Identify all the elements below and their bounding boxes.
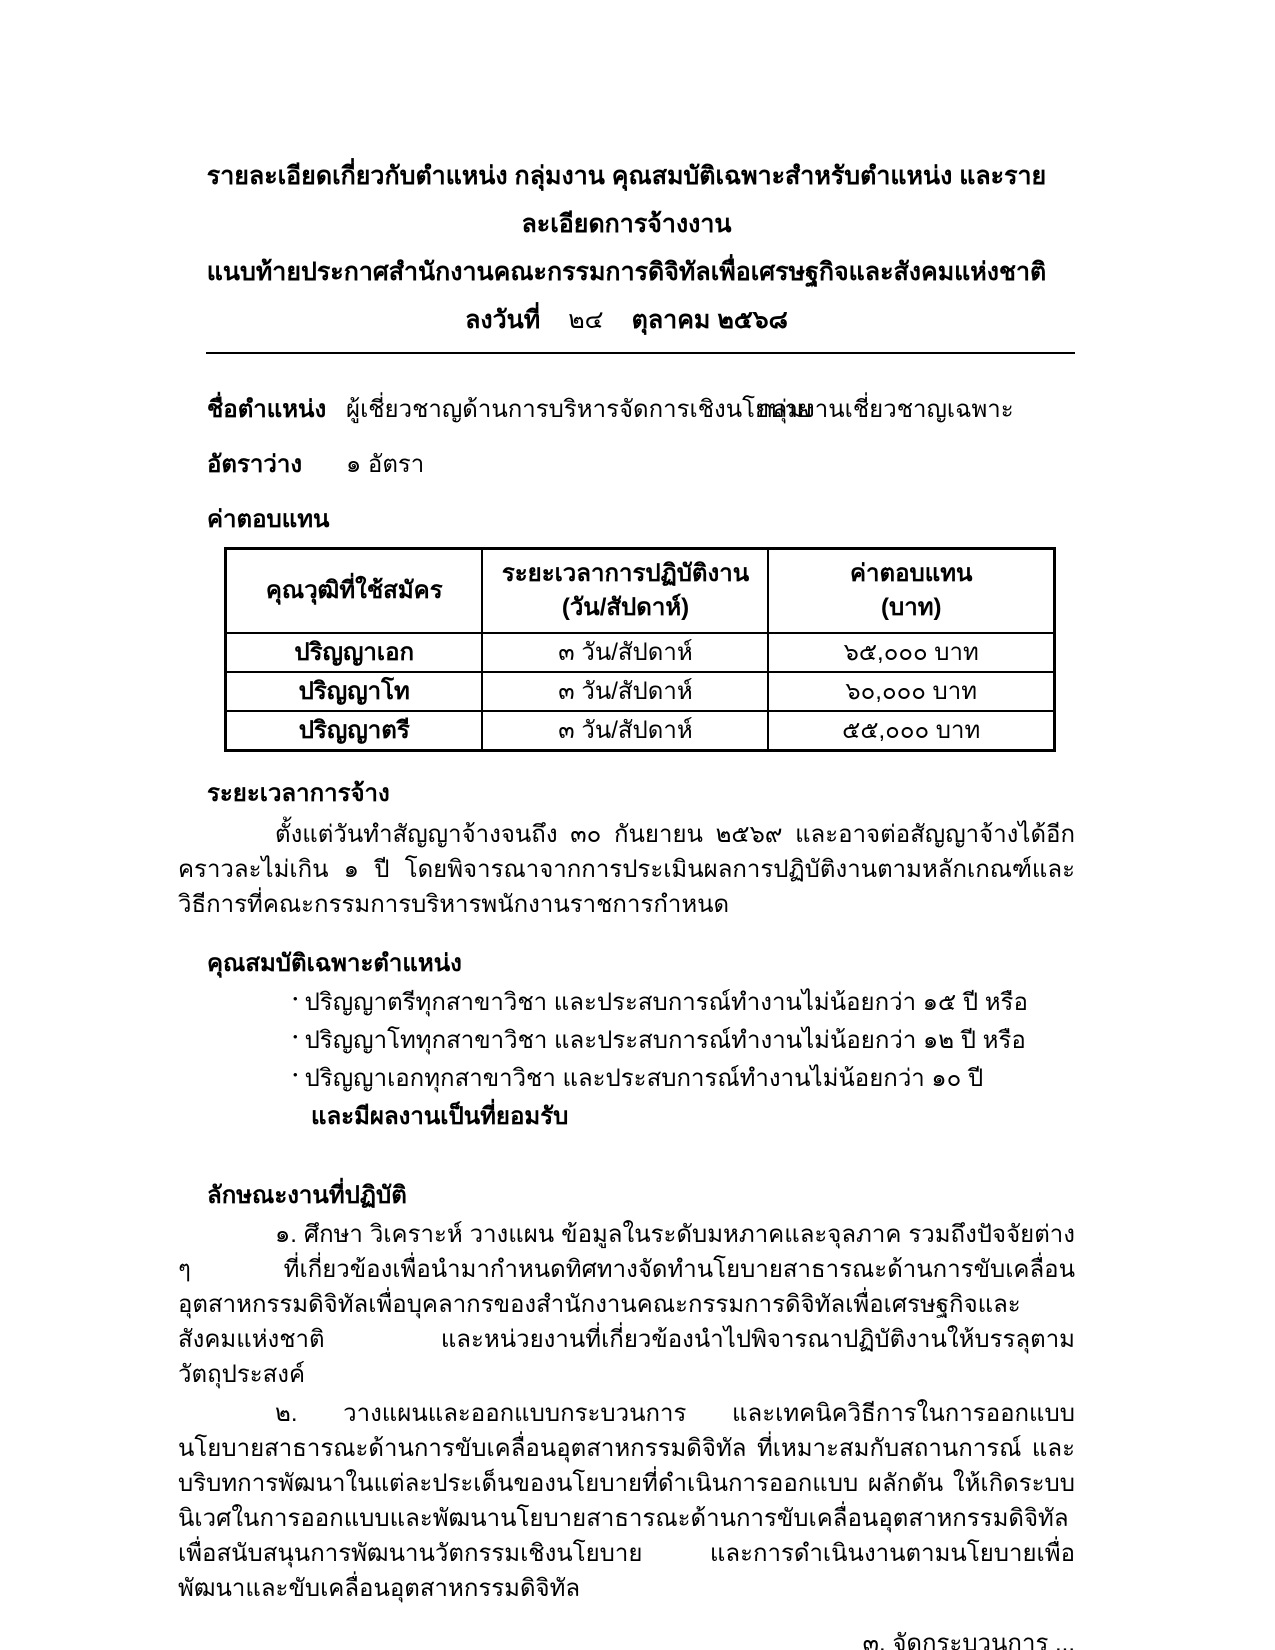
header-qualification: คุณวุฒิที่ใช้สมัคร xyxy=(226,549,483,634)
table-row xyxy=(226,633,1055,672)
position-value: ผู้เชี่ยวชาญด้านการบริหารจัดการเชิงนโยบาย xyxy=(346,396,812,423)
date-rest: ตุลาคม ๒๕๖๘ xyxy=(631,306,788,334)
header-pay: ค่าตอบแทน (บาท) xyxy=(768,549,1054,634)
title-date-line xyxy=(178,296,1075,344)
vacancy-value: ๑ อัตรา xyxy=(346,451,425,478)
page-continuation-note: ๓. จัดกระบวนการ ... xyxy=(862,1630,1075,1650)
position-label: ชื่อตำแหน่ง xyxy=(207,396,327,423)
duties-heading: ลักษณะงานที่ปฏิบัติ xyxy=(207,1182,407,1209)
vacancy-label: อัตราว่าง xyxy=(207,451,303,478)
cell-degree: ปริญญาโท xyxy=(226,672,483,711)
date-prefix: ลงวันที่ xyxy=(465,306,541,334)
duty-item-1: ๑. ศึกษา วิเคราะห์ วางแผน ข้อมูลในระดับมหภาคและจุลภาค รวมถึงปัจจัยต่าง ๆ ที่เกี่ยวข้องเพื่อนำมากำหนดทิศทางจัดทำนโยบายสาธารณะด้านการขับเคลื่อนอุตสาหกรรมดิจิทัลเพื่อบุคลากรของสำนักงานคณะกรรมการดิจิทัลเพื่อเศรษฐกิจและสังคมแห่งชาติ และหน่วยงานที่เกี่ยวข้องนำไปพิจารณาปฏิบัติงานให้บรรลุตามวัตถุประสงค์ xyxy=(178,1221,1075,1388)
cell-pay: ๕๕,๐๐๐ บาท xyxy=(768,711,1054,751)
header-divider xyxy=(206,352,1075,354)
qualifications-list xyxy=(178,985,1075,1134)
cell-duration: ๓ วัน/สัปดาห์ xyxy=(482,672,768,711)
cell-pay: ๖๕,๐๐๐ บาท xyxy=(768,633,1054,672)
position-summary xyxy=(178,392,1075,537)
list-item-text: ปริญญาโททุกสาขาวิชา และประสบการณ์ทำงานไม่น้อยกว่า ๑๒ ปี หรือ xyxy=(304,1027,1026,1054)
list-item-text: ปริญญาเอกทุกสาขาวิชา และประสบการณ์ทำงานไม่น้อยกว่า ๑๐ ปี xyxy=(304,1065,984,1092)
bullet-icon: • xyxy=(293,1067,298,1082)
date-day: ๒๔ xyxy=(568,306,604,334)
vacancy-row xyxy=(207,447,1075,482)
list-item-text: ปริญญาตรีทุกสาขาวิชา และประสบการณ์ทำงานไม่น้อยกว่า ๑๕ ปี หรือ xyxy=(304,989,1028,1016)
cell-duration: ๓ วัน/สัปดาห์ xyxy=(482,633,768,672)
table-row xyxy=(226,672,1055,711)
position-row xyxy=(207,392,1075,427)
cell-degree: ปริญญาตรี xyxy=(226,711,483,751)
list-item xyxy=(178,1023,1075,1061)
bullet-icon: • xyxy=(293,991,298,1006)
title-line-2: แนบท้ายประกาศสำนักงานคณะกรรมการดิจิทัลเพื่อเศรษฐกิจและสังคมแห่งชาติ xyxy=(206,258,1047,286)
cell-degree: ปริญญาเอก xyxy=(226,633,483,672)
duty-item-2: ๒. วางแผนและออกแบบกระบวนการ และเทคนิควิธีการในการออกแบบนโยบายสาธารณะด้านการขับเคลื่อนอุตสาหกรรมดิจิทัล ที่เหมาะสมกับสถานการณ์ และบริบทการพัฒนาในแต่ละประเด็นของนโยบายที่ดำเนินการออกแบบ ผลักดัน ให้เกิดระบบนิเวศในการออกแบบและพัฒนานโยบายสาธารณะด้านการขับเคลื่อนอุตสาหกรรมดิจิทัล เพื่อสนับสนุนการพัฒนานวัตกรรมเชิงนโยบาย และการดำเนินงานตามนโยบายเพื่อพัฒนาและขับเคลื่อนอุตสาหกรรมดิจิทัล xyxy=(178,1400,1075,1602)
cell-pay: ๖๐,๐๐๐ บาท xyxy=(768,672,1054,711)
qualifications-note: และมีผลงานเป็นที่ยอมรับ xyxy=(311,1103,569,1130)
list-item xyxy=(178,985,1075,1023)
position-group: กลุ่มงานเชี่ยวชาญเฉพาะ xyxy=(758,396,1014,423)
compensation-table xyxy=(224,547,1056,752)
header-duration: ระยะเวลาการปฏิบัติงาน (วัน/สัปดาห์) xyxy=(482,549,768,634)
table-row xyxy=(226,711,1055,751)
list-item xyxy=(178,1061,1075,1099)
employment-period-heading: ระยะเวลาการจ้าง xyxy=(207,780,390,807)
qualifications-heading: คุณสมบัติเฉพาะตำแหน่ง xyxy=(207,950,462,977)
bullet-icon: • xyxy=(293,1029,298,1044)
compensation-label: ค่าตอบแทน xyxy=(207,506,330,533)
title-line-1: รายละเอียดเกี่ยวกับตำแหน่ง กลุ่มงาน คุณสมบัติเฉพาะสำหรับตำแหน่ง และรายละเอียดการจ้างงาน xyxy=(206,162,1047,238)
employment-period-paragraph: ตั้งแต่วันทำสัญญาจ้างจนถึง ๓๐ กันยายน ๒๕๖๙ และอาจต่อสัญญาจ้างได้อีกคราวละไม่เกิน ๑ ปี โดยพิจารณาจากการประเมินผลการปฏิบัติงานตามหลักเกณฑ์และวิธีการที่คณะกรรมการบริหารพนักงานราชการกำหนด xyxy=(178,821,1075,918)
cell-duration: ๓ วัน/สัปดาห์ xyxy=(482,711,768,751)
table-header-row xyxy=(226,549,1055,634)
document-title-block xyxy=(178,152,1075,344)
